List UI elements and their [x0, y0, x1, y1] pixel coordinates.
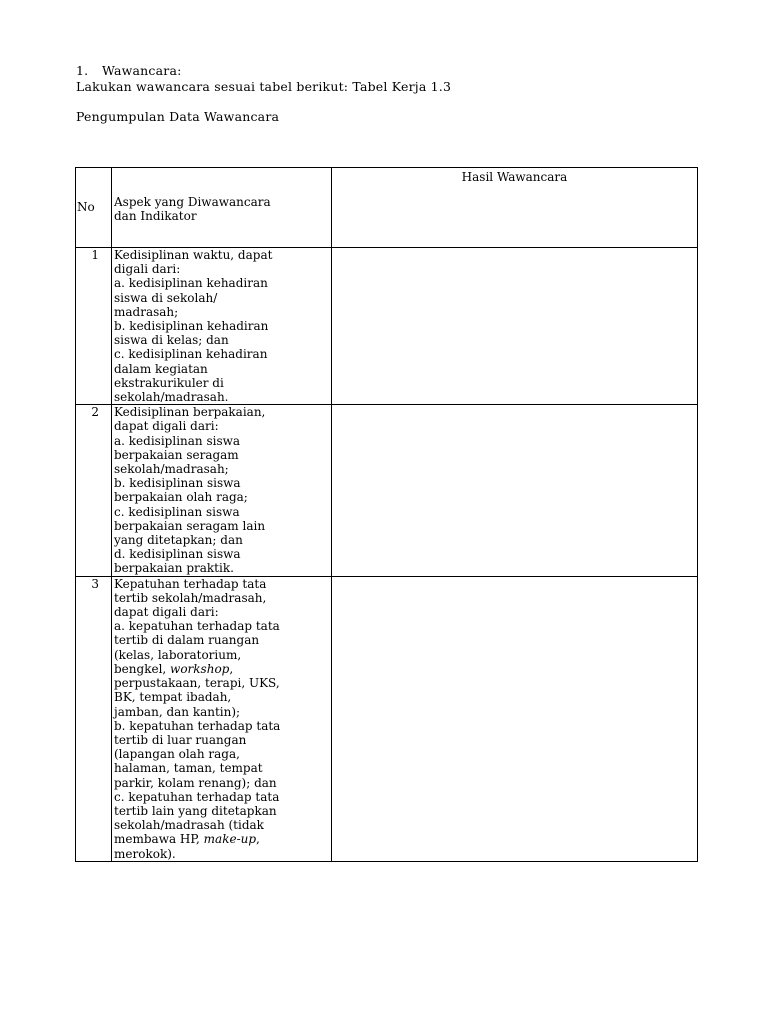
aspect-line: berpakaian praktik. [114, 561, 234, 576]
italic-term: make-up [203, 832, 257, 847]
aspect-text: bengkel, [114, 661, 171, 676]
aspect-line: c. kepatuhan terhadap tata [114, 789, 280, 804]
aspect-line: halaman, taman, tempat [114, 761, 263, 776]
aspect-text: membawa HP, [114, 832, 204, 847]
result-cell[interactable] [332, 248, 698, 405]
aspect-line: Kepatuhan terhadap tata [114, 576, 267, 591]
interview-table [75, 167, 698, 862]
aspect-line: sekolah/madrasah (tidak [114, 818, 264, 833]
row-number: 1 [76, 248, 112, 405]
aspect-line: parkir, kolam renang); dan [114, 775, 277, 790]
row-number: 2 [76, 405, 112, 576]
aspect-line: siswa di sekolah/ [114, 290, 218, 305]
aspect-line: dapat digali dari: [114, 419, 219, 434]
row-number: 3 [76, 576, 112, 861]
aspect-line: tertib di luar ruangan [114, 732, 247, 747]
table-row [76, 405, 698, 576]
table-row [76, 576, 698, 861]
aspect-line: c. kedisiplinan siswa [114, 504, 240, 519]
aspect-line: (lapangan olah raga, [114, 747, 240, 762]
aspect-line: tertib lain yang ditetapkan [114, 803, 277, 818]
aspect-line [114, 832, 329, 846]
aspect-line [114, 662, 329, 676]
aspect-line: d. kedisiplinan siswa [114, 547, 241, 562]
aspect-line: sekolah/madrasah; [114, 462, 229, 477]
result-cell[interactable] [332, 405, 698, 576]
aspect-line: dapat digali dari: [114, 605, 219, 620]
aspect-line: siswa di kelas; dan [114, 333, 229, 348]
aspect-line: jamban, dan kantin); [114, 704, 241, 719]
aspect-line: berpakaian olah raga; [114, 490, 248, 505]
section-title: Wawancara: [102, 63, 182, 78]
section-instruction: Lakukan wawancara sesuai tabel berikut: Tabel Kerja 1.3 [76, 79, 452, 94]
aspect-line: Kedisiplinan waktu, dapat [114, 248, 273, 262]
aspect-line: sekolah/madrasah. [114, 390, 229, 405]
aspect-line: (kelas, laboratorium, [114, 647, 242, 662]
header-aspect-line: Aspek yang Diwawancara [114, 194, 271, 209]
aspect-line: a. kedisiplinan kehadiran [114, 276, 268, 291]
aspect-line: dalam kegiatan [114, 361, 208, 376]
aspect-cell [112, 248, 332, 405]
aspect-line: ekstrakurikuler di [114, 375, 224, 390]
aspect-line: digali dari: [114, 262, 181, 277]
header-aspect [112, 168, 332, 248]
aspect-line: perpustakaan, terapi, UKS, [114, 676, 280, 691]
table-header-row [76, 168, 698, 248]
aspect-line: merokok). [114, 846, 176, 861]
aspect-line: a. kepatuhan terhadap tata [114, 619, 280, 634]
table-title: Pengumpulan Data Wawancara [76, 109, 280, 124]
aspect-line: yang ditetapkan; dan [114, 533, 243, 548]
aspect-line: b. kepatuhan terhadap tata [114, 718, 281, 733]
aspect-line: tertib di dalam ruangan [114, 633, 260, 648]
header-no: No [76, 168, 112, 248]
aspect-text: , [256, 832, 260, 847]
aspect-line: a. kedisiplinan siswa [114, 433, 241, 448]
result-cell[interactable] [332, 576, 698, 861]
aspect-line: berpakaian seragam [114, 447, 239, 462]
aspect-line: BK, tempat ibadah, [114, 690, 232, 705]
aspect-text: , [229, 661, 234, 676]
section-heading [76, 63, 182, 78]
header-result: Hasil Wawancara [332, 168, 698, 248]
aspect-cell [112, 576, 332, 861]
aspect-cell [112, 405, 332, 576]
italic-term: workshop [170, 661, 230, 676]
section-number: 1. [76, 63, 89, 78]
aspect-line: berpakaian seragam lain [114, 518, 266, 533]
table-row [76, 248, 698, 405]
aspect-line: b. kedisiplinan siswa [114, 476, 241, 491]
aspect-line: madrasah; [114, 304, 179, 319]
aspect-line: tertib sekolah/madrasah, [114, 590, 267, 605]
header-aspect-line: dan Indikator [114, 209, 197, 223]
aspect-line: Kedisiplinan berpakaian, [114, 405, 266, 420]
aspect-line: c. kedisiplinan kehadiran [114, 347, 268, 362]
aspect-line: b. kedisiplinan kehadiran [114, 319, 269, 334]
